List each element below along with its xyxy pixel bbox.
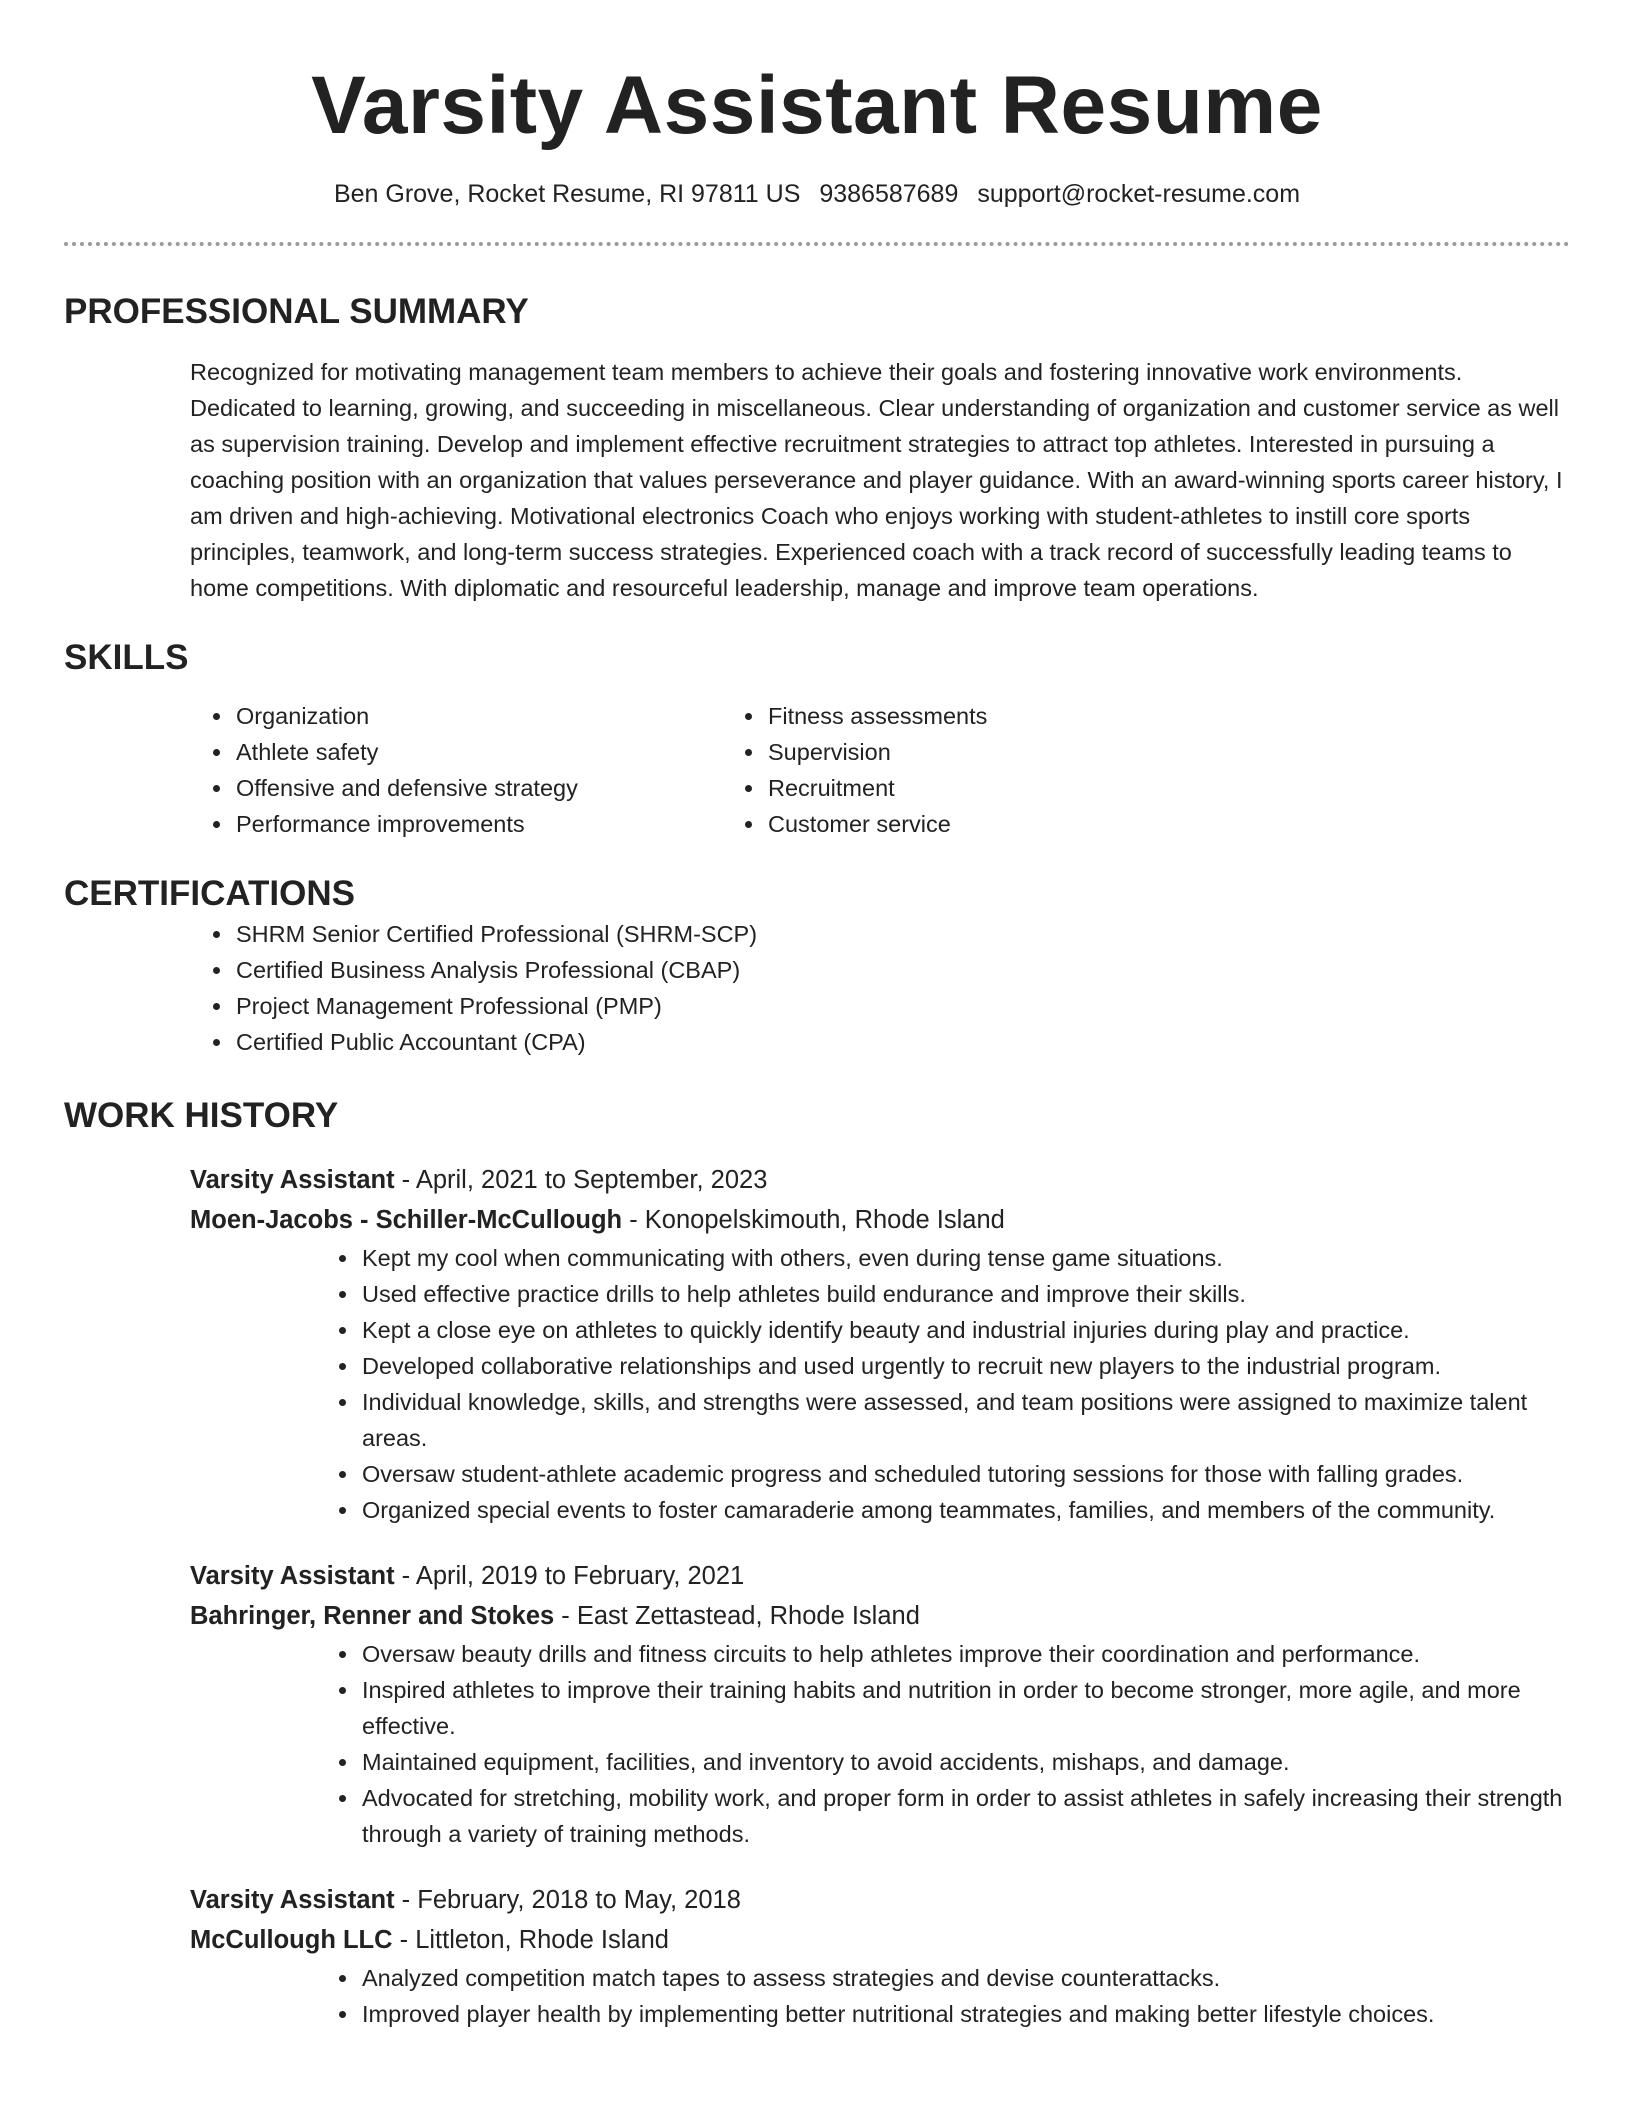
certification-item: • SHRM Senior Certified Professional (SHRM-SCP)	[234, 916, 1570, 952]
certification-item: • Certified Public Accountant (CPA)	[234, 1024, 1570, 1060]
skills-heading: SKILLS	[64, 638, 189, 677]
job-bullets	[190, 1240, 1570, 1528]
work-history-heading: WORK HISTORY	[64, 1096, 339, 1135]
job-entry	[190, 1556, 1570, 1852]
header-divider	[64, 242, 1570, 246]
skills-list	[64, 698, 1570, 842]
job-bullet: • Kept my cool when communicating with others, even during tense game situations.	[360, 1240, 1570, 1276]
skill-item: • Organization	[234, 698, 744, 734]
job-dates: - April, 2021 to September, 2023	[394, 1166, 768, 1194]
job-title: Varsity Assistant	[190, 1562, 395, 1590]
contact-email: support@rocket-resume.com	[977, 180, 1301, 208]
skill-item: • Recruitment	[766, 770, 987, 806]
job-dates: - April, 2019 to February, 2021	[394, 1562, 745, 1590]
contact-address: Ben Grove, Rocket Resume, RI 97811 US	[333, 180, 801, 208]
job-bullet: • Oversaw student-athlete academic progress and scheduled tutoring sessions for those with falling grades.	[360, 1456, 1570, 1492]
job-title: Varsity Assistant	[190, 1166, 395, 1194]
job-company: McCullough LLC	[190, 1926, 393, 1954]
skill-item: • Offensive and defensive strategy	[234, 770, 744, 806]
job-bullets	[190, 1960, 1570, 2032]
job-location: - Littleton, Rhode Island	[392, 1926, 669, 1954]
job-bullet: • Improved player health by implementing better nutritional strategies and making better lifestyle choices.	[360, 1996, 1570, 2032]
job-company-line	[190, 1596, 1570, 1636]
skill-item: • Supervision	[766, 734, 987, 770]
job-dates: - February, 2018 to May, 2018	[394, 1886, 741, 1914]
job-title-line	[190, 1880, 1570, 1920]
job-bullet: • Advocated for stretching, mobility work, and proper form in order to assist athletes in safely increasing their strength through a variety of training methods.	[360, 1780, 1570, 1852]
resume-page	[64, 0, 1570, 2032]
certification-item: • Certified Business Analysis Professional (CBAP)	[234, 952, 1570, 988]
contact-phone: 9386587689	[819, 180, 959, 208]
certification-item: • Project Management Professional (PMP)	[234, 988, 1570, 1024]
skill-item: • Customer service	[766, 806, 987, 842]
skill-item: • Fitness assessments	[766, 698, 987, 734]
job-title-line	[190, 1556, 1570, 1596]
job-bullet: • Organized special events to foster camaraderie among teammates, families, and members of the community.	[360, 1492, 1570, 1528]
certifications-list	[64, 916, 1570, 1060]
job-location: - East Zettastead, Rhode Island	[554, 1602, 920, 1630]
job-bullet: • Maintained equipment, facilities, and inventory to avoid accidents, mishaps, and damage.	[360, 1744, 1570, 1780]
certifications-heading: CERTIFICATIONS	[64, 874, 356, 913]
job-bullet: • Individual knowledge, skills, and strengths were assessed, and team positions were assigned to maximize talent areas.	[360, 1384, 1570, 1456]
summary-text: Recognized for motivating management team members to achieve their goals and fostering innovative work environments. Dedicated to learning, growing, and succeeding in miscellaneous. Clear understanding of organization and customer service as well as supervision training. Develop and implement effective recruitment strategies to attract top athletes. Interested in pursuing a coaching position with an organization that values perseverance and player guidance. With an award-winning sports career history, I am driven and high-achieving. Motivational electronics Coach who enjoys working with student-athletes to instill core sports principles, teamwork, and long-term success strategies. Experienced coach with a track record of successfully leading teams to home competitions. With diplomatic and resourceful leadership, manage and improve team operations.	[190, 359, 1563, 601]
job-bullet: • Inspired athletes to improve their training habits and nutrition in order to become stronger, more agile, and more effective.	[360, 1672, 1570, 1744]
job-company: Bahringer, Renner and Stokes	[190, 1602, 555, 1630]
job-title: Varsity Assistant	[190, 1886, 395, 1914]
job-bullets	[190, 1636, 1570, 1852]
contact-line	[64, 178, 1570, 210]
job-bullet: • Oversaw beauty drills and fitness circuits to help athletes improve their coordination and performance.	[360, 1636, 1570, 1672]
job-entry	[190, 1160, 1570, 1528]
job-company-line	[190, 1200, 1570, 1240]
job-company: Moen-Jacobs - Schiller-McCullough	[190, 1206, 623, 1234]
job-title-line	[190, 1160, 1570, 1200]
skill-item: • Athlete safety	[234, 734, 744, 770]
job-location: - Konopelskimouth, Rhode Island	[622, 1206, 1005, 1234]
job-entry	[190, 1880, 1570, 2032]
summary-heading: PROFESSIONAL SUMMARY	[64, 292, 529, 331]
skills-column-right	[744, 698, 987, 842]
job-company-line	[190, 1920, 1570, 1960]
job-bullet: • Developed collaborative relationships and used urgently to recruit new players to the industrial program.	[360, 1348, 1570, 1384]
job-bullet: • Kept a close eye on athletes to quickly identify beauty and industrial injuries during play and practice.	[360, 1312, 1570, 1348]
skills-column-left	[64, 698, 744, 842]
resume-title: Varsity Assistant Resume	[311, 60, 1323, 151]
job-bullet: • Used effective practice drills to help athletes build endurance and improve their skills.	[360, 1276, 1570, 1312]
job-bullet: • Analyzed competition match tapes to assess strategies and devise counterattacks.	[360, 1960, 1570, 1996]
skill-item: • Performance improvements	[234, 806, 744, 842]
